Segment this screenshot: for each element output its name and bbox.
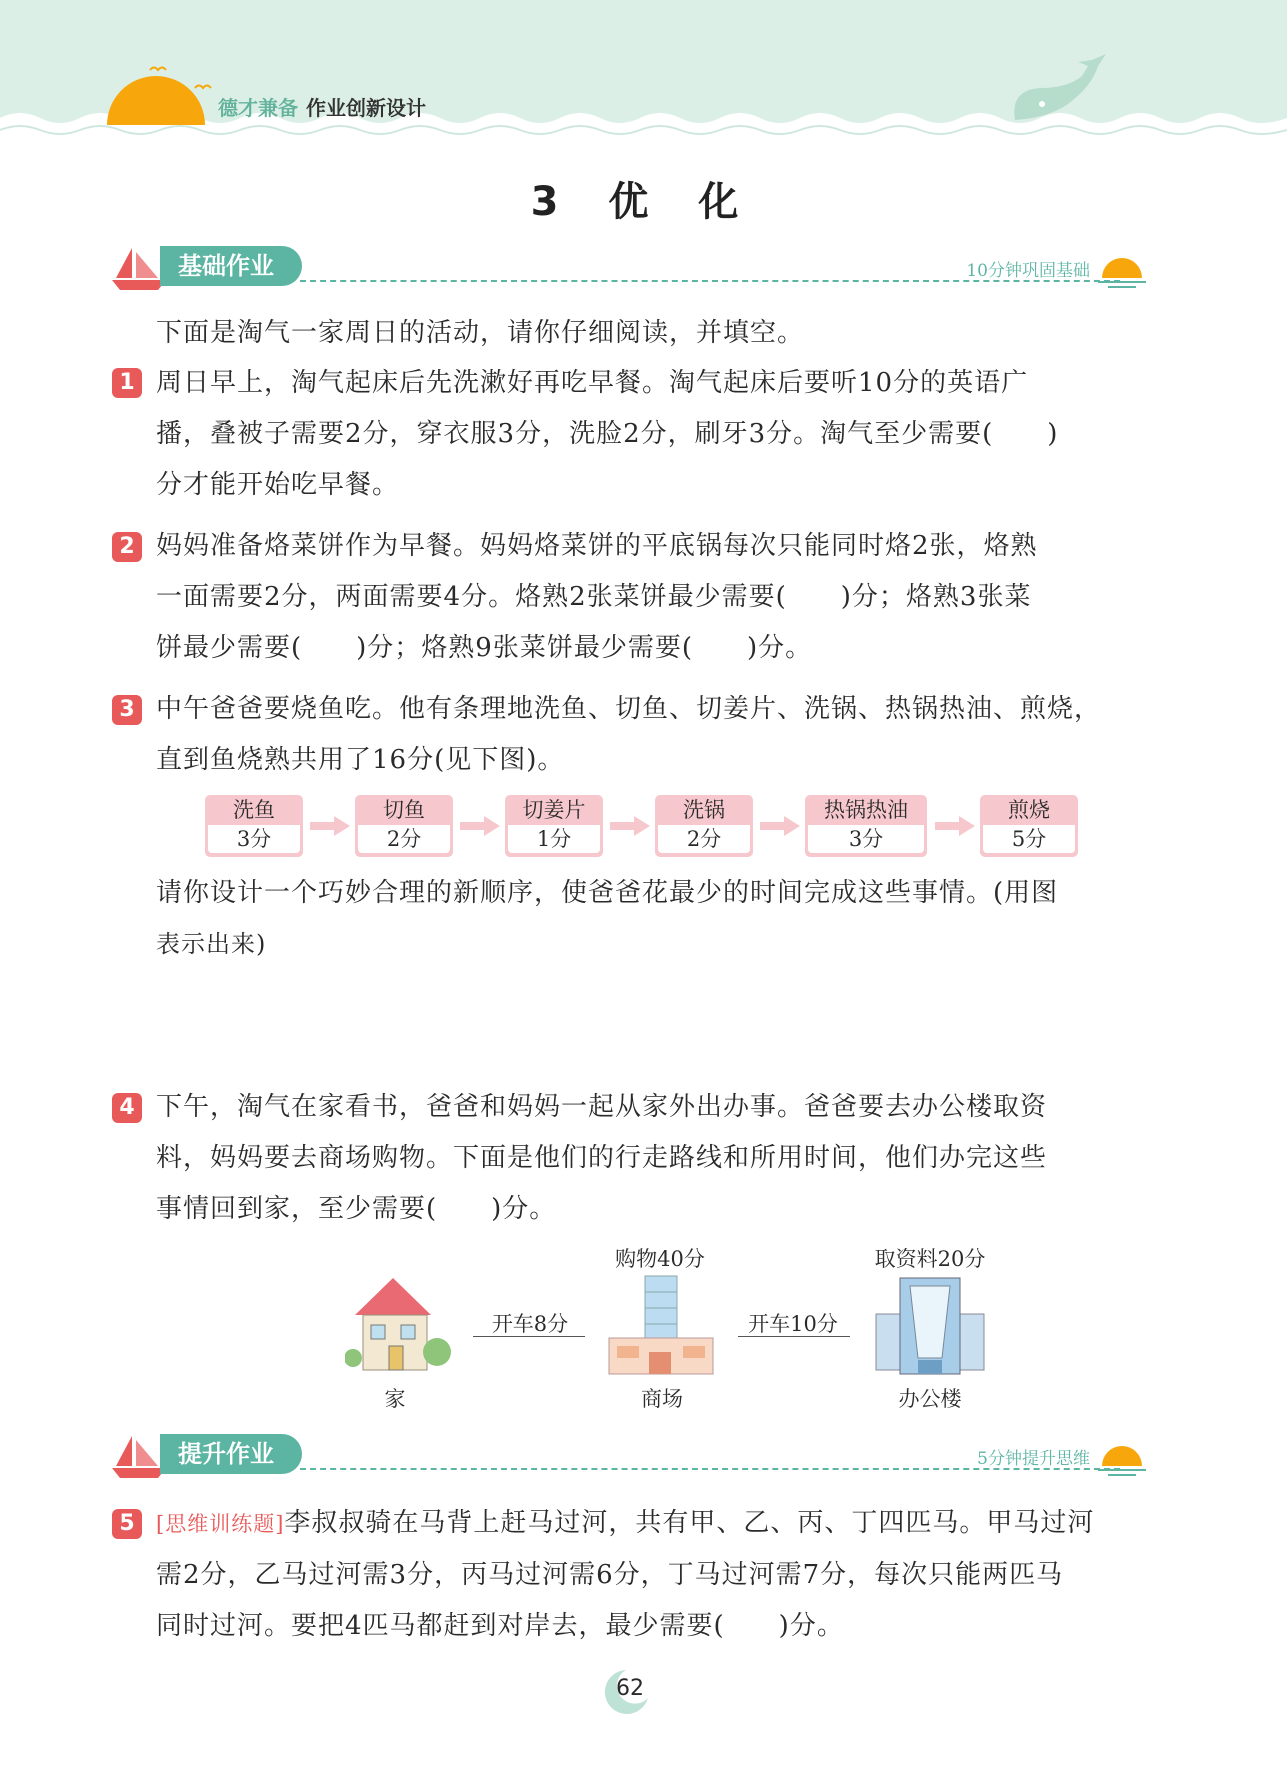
question-number: 4 [112, 1093, 142, 1123]
question-2-line: 妈妈准备烙菜饼作为早餐。妈妈烙菜饼的平底锅每次只能同时烙2张，烙熟 [156, 531, 1038, 561]
question-3-line: 直到鱼烧熟共用了16分(见下图)。 [156, 745, 565, 775]
flow-step-name: 切鱼 [383, 798, 425, 822]
section-basic-note: 10分钟巩固基础 [966, 261, 1090, 281]
question-3-task-line: 表示出来) [156, 930, 267, 958]
question-4 [156, 1082, 1146, 1235]
question-1 [156, 358, 1146, 511]
flow-step-time: 1分 [508, 825, 600, 853]
question-number: 2 [112, 532, 142, 562]
small-sun-icon [1094, 252, 1150, 292]
question-number: 1 [112, 368, 142, 398]
sun-icon [107, 76, 205, 125]
flow-step [655, 795, 753, 857]
question-5 [156, 1498, 1146, 1652]
question-3-line: 中午爸爸要烧鱼吃。他有条理地洗鱼、切鱼、切姜片、洗锅、热锅热油、煎烧， [156, 694, 1102, 724]
flow-step-time: 3分 [808, 825, 924, 853]
route-office-label: 办公楼 [898, 1387, 962, 1411]
arrow-right-icon [760, 816, 800, 836]
route-home-label: 家 [384, 1387, 406, 1411]
question-2-line: 饼最少需要( )分；烙熟9张菜饼最少需要( )分。 [156, 633, 813, 663]
question-5-label: [思维训练题] [156, 1512, 285, 1536]
question-4-line: 料，妈妈要去商场购物。下面是他们的行走路线和所用时间，他们办完这些 [156, 1143, 1048, 1173]
question-3 [156, 684, 1146, 786]
intro-text: 下面是淘气一家周日的活动，请你仔细阅读，并填空。 [156, 318, 805, 348]
flow-step [805, 795, 927, 857]
question-3-task-line: 请你设计一个巧妙合理的新顺序，使爸爸花最少的时间完成这些事情。(用图 [156, 878, 1059, 908]
route-line [473, 1336, 585, 1337]
flow-step-name: 热锅热油 [824, 798, 908, 822]
question-3-task [156, 868, 1146, 970]
office-building-icon [870, 1270, 990, 1378]
question-5-line: 同时过河。要把4匹马都赶到对岸去，最少需要( )分。 [156, 1611, 844, 1641]
page-header [0, 0, 1287, 150]
section-basic-header [110, 244, 1150, 296]
arrow-right-icon [460, 816, 500, 836]
question-5-line: 李叔叔骑在马背上赶马过河，共有甲、乙、丙、丁四匹马。甲马过河 [284, 1508, 1095, 1538]
page-title: 3 优 化 [530, 179, 757, 225]
brand-colored: 德才兼备 [218, 96, 298, 120]
flow-step-name: 洗锅 [683, 798, 725, 822]
route-shopping-label: 购物40分 [615, 1247, 705, 1271]
flow-step [205, 795, 303, 857]
question-4-line: 事情回到家，至少需要( )分。 [156, 1194, 557, 1224]
route-line [738, 1336, 850, 1337]
brand-dark: 作业创新设计 [306, 96, 426, 120]
flow-step-time: 5分 [983, 825, 1075, 853]
brand [218, 92, 426, 121]
section-advanced-label: 提升作业 [160, 1434, 302, 1474]
house-icon [345, 1270, 455, 1375]
route-drive2-label: 开车10分 [748, 1312, 838, 1336]
route-drive1-label: 开车8分 [491, 1312, 569, 1336]
route-mall-label: 商场 [641, 1387, 683, 1411]
flow-step-time: 2分 [358, 825, 450, 853]
section-basic-label: 基础作业 [160, 246, 302, 286]
question-5-line: 需2分，乙马过河需3分，丙马过河需6分，丁马过河需7分，每次只能两匹马 [156, 1560, 1064, 1590]
flow-step [980, 795, 1078, 857]
route-fetch-label: 取资料20分 [874, 1247, 986, 1271]
question-4-line: 下午，淘气在家看书，爸爸和妈妈一起从家外出办事。爸爸要去办公楼取资 [156, 1092, 1048, 1122]
question-1-line: 分才能开始吃早餐。 [156, 470, 400, 500]
flow-step [505, 795, 603, 857]
flow-step-name: 切姜片 [522, 798, 586, 822]
question-2 [156, 521, 1146, 674]
question-1-line: 周日早上，淘气起床后先洗漱好再吃早餐。淘气起床后要听10分的英语广 [156, 368, 1029, 398]
flow-step-name: 洗鱼 [233, 798, 275, 822]
question-1-line: 播，叠被子需要2分，穿衣服3分，洗脸2分，刷牙3分。淘气至少需要( ) [156, 419, 1059, 449]
section-advanced-note: 5分钟提升思维 [977, 1449, 1090, 1469]
question-2-line: 一面需要2分，两面需要4分。烙熟2张菜饼最少需要( )分；烙熟3张菜 [156, 582, 1032, 612]
question-number: 5 [112, 1509, 142, 1539]
arrow-right-icon [310, 816, 350, 836]
arrow-right-icon [610, 816, 650, 836]
mall-icon [605, 1272, 720, 1377]
header-decoration [0, 0, 1287, 150]
question-number: 3 [112, 695, 142, 725]
flow-step-time: 2分 [658, 825, 750, 853]
flow-step-time: 3分 [208, 825, 300, 853]
flow-step-name: 煎烧 [1008, 798, 1050, 822]
section-advanced-header [110, 1432, 1150, 1484]
whale-icon [1014, 54, 1106, 120]
flow-step [355, 795, 453, 857]
arrow-right-icon [935, 816, 975, 836]
small-sun-icon [1094, 1440, 1150, 1480]
page-number: 62 [616, 1676, 644, 1701]
